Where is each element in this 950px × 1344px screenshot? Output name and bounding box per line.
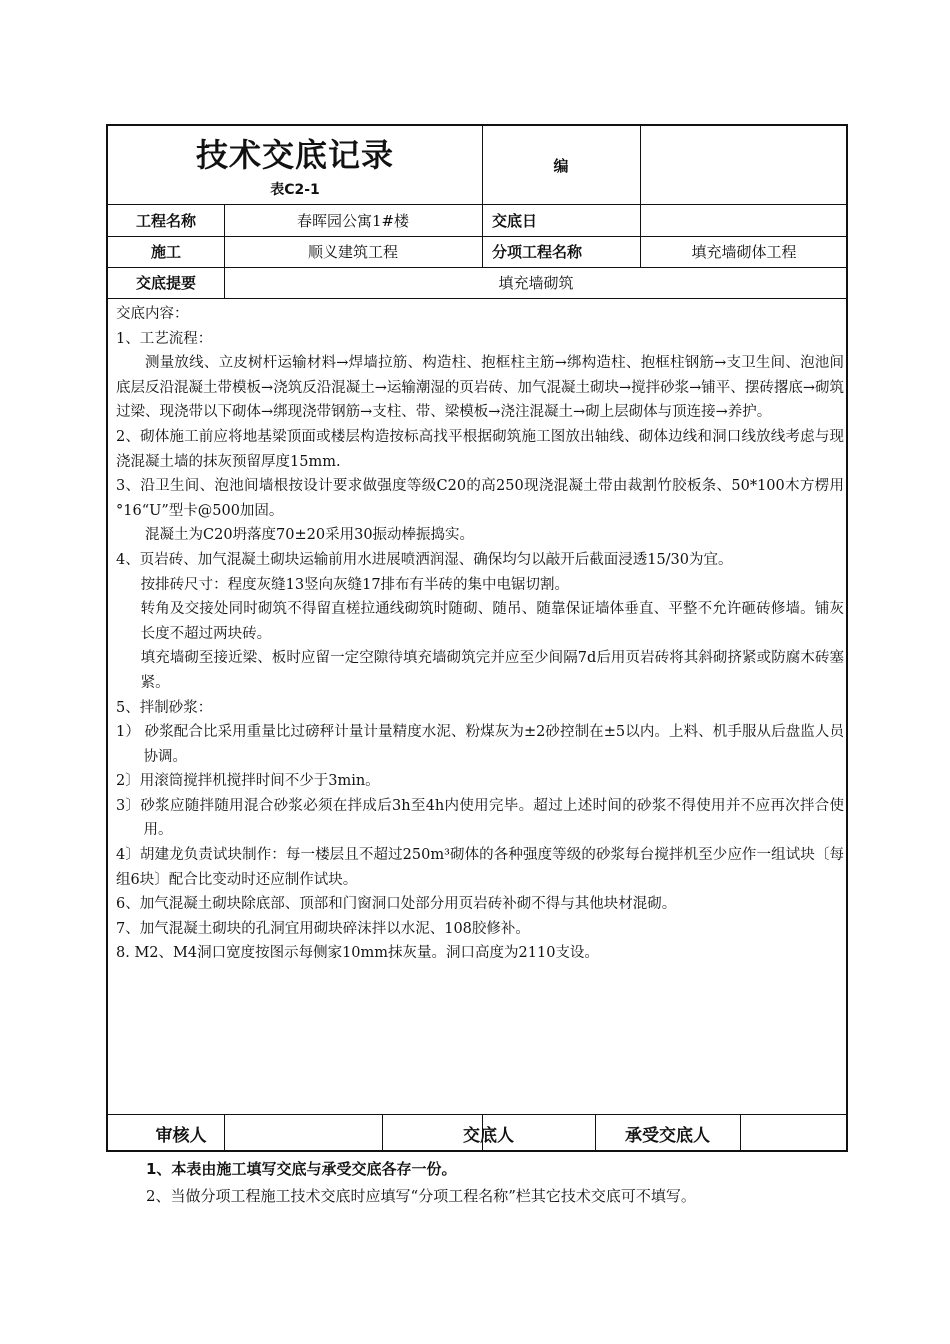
content-section-5-title: 5、拌制砂浆：: [116, 699, 213, 716]
content-section-3b: 混凝土为C20坍落度70±20采用30振动棒振捣实。: [145, 527, 475, 544]
disclosure-date-label: 交底日: [492, 211, 538, 230]
content-section-5-3: 3〕砂浆应随拌随用混合砂浆必须在拌成后3h至4h内使用完毕。超过上述时间的砂浆不得使用并不应再次拌合使用。: [116, 797, 844, 839]
content-section-4a: 按排砖尺寸：程度灰缝13竖向灰缝17排布有半砖的集中电锯切割。: [140, 576, 570, 593]
disclosure-form: [106, 124, 848, 1152]
project-name-label: 工程名称: [135, 211, 196, 230]
subproject-value: 填充墙砌体工程: [691, 243, 797, 261]
content-section-5-4: 4〕胡建龙负责试块制作：每一楼层且不超过250m³砌体的各种强度等级的砂浆每台搅拌机至少应作一组试块〔每组6块〕配合比变动时还应制作试块。: [116, 847, 844, 888]
row-divider: [108, 298, 846, 299]
summary-label: 交底提要: [135, 274, 196, 292]
footnotes: [146, 1156, 696, 1210]
content-section-4: 4、页岩砖、加气混凝土砌块运输前用水进展喷洒润湿、确保均匀以敲开后截面浸透15/30为宜。: [116, 551, 733, 568]
number-label: 编: [553, 156, 569, 175]
content-section-5-2: 2〕用滚筒搅拌机搅拌时间不少于3min。: [116, 773, 380, 790]
content-section-1-body: 测量放线、立皮树杆运输材料→焊墙拉筋、构造柱、抱框柱主筋→绑构造柱、抱框柱钢筋→支卫生间、泡池间底层反沿混凝土带模板→浇筑反沿混凝土→运输潮湿的页岩砖、加气混凝土砌块→搅拌砂浆→铺平、摆砖撂底→砌筑过梁、现浇带以下砌体→绑现浇带钢筋→支柱、带、梁模板→浇注混凝土→砌上层砌体与顶连接→养护。: [116, 355, 844, 421]
content-section-3: 3、沿卫生间、泡池间墙根按设计要求做强度等级C20的高250现浇混凝土带由裁割竹胶板条、50*100木方楞用 °16“U”型卡@500加固。: [116, 478, 844, 519]
form-code: 表C2-1: [270, 182, 320, 198]
page-title: 技术交底记录: [195, 136, 394, 174]
number-value: [640, 126, 848, 204]
content-section-1-title: 1、工艺流程：: [116, 330, 213, 347]
content-section-7: 7、加气混凝土砌块的孔洞宜用砌块碎沫拌以水泥、108胶修补。: [116, 920, 530, 937]
content-section-4c: 填充墙砌至接近梁、板时应留一定空隙待填充墙砌筑完并应至少间隔7d后用页岩砖将其斜砌挤紧或防腐木砖塞紧。: [140, 650, 844, 691]
content-section-4b: 转角及交接处同时砌筑不得留直槎拉通线砌筑时随砌、随吊、随靠保证墙体垂直、平整不允许砸砖修墙。铺灰长度不超过两块砖。: [140, 601, 844, 642]
reviewer-label: 审核人: [155, 1125, 207, 1146]
subproject-label: 分项工程名称: [492, 243, 583, 261]
content-heading: 交底内容：: [116, 306, 189, 322]
reviewer-signature: [224, 1114, 382, 1152]
footnote-1: 1、本表由施工填写交底与承受交底各存一份。: [146, 1160, 457, 1178]
disclosure-date-value: [640, 204, 848, 236]
receiver-label: 承受交底人: [625, 1125, 710, 1146]
content-section-5-1: 1） 砂浆配合比采用重量比过磅秤计量计量精度水泥、粉煤灰为±2砂控制在±5以内。上料、机手服从后盘监人员协调。: [116, 724, 844, 765]
receiver-signature: [740, 1114, 848, 1152]
disclosure-content: [116, 302, 844, 966]
summary-value: 填充墙砌筑: [498, 274, 574, 292]
discloser-label: 交底人: [463, 1125, 514, 1146]
builder-value: 顺义建筑工程: [307, 243, 398, 261]
content-section-6: 6、加气混凝土砌块除底部、顶部和门窗洞口处部分用页岩砖补砌不得与其他块材混砌。: [116, 896, 677, 913]
project-name-value: 春晖园公寓1#楼: [296, 211, 410, 230]
content-section-2: 2、砌体施工前应将地基梁顶面或楼层构造按标高找平根据砌筑施工图放出轴线、砌体边线和洞口线放线考虑与现浇混凝土墙的抹灰预留厚度15mm.: [116, 428, 844, 470]
content-section-8: 8. M2、M4洞口宽度按图示每侧家10mm抹灰量。洞口高度为2110支设。: [116, 945, 599, 962]
footnote-2: 2、当做分项工程施工技术交底时应填写“分项工程名称”栏其它技术交底可不填写。: [146, 1187, 696, 1205]
builder-label: 施工: [150, 243, 181, 261]
